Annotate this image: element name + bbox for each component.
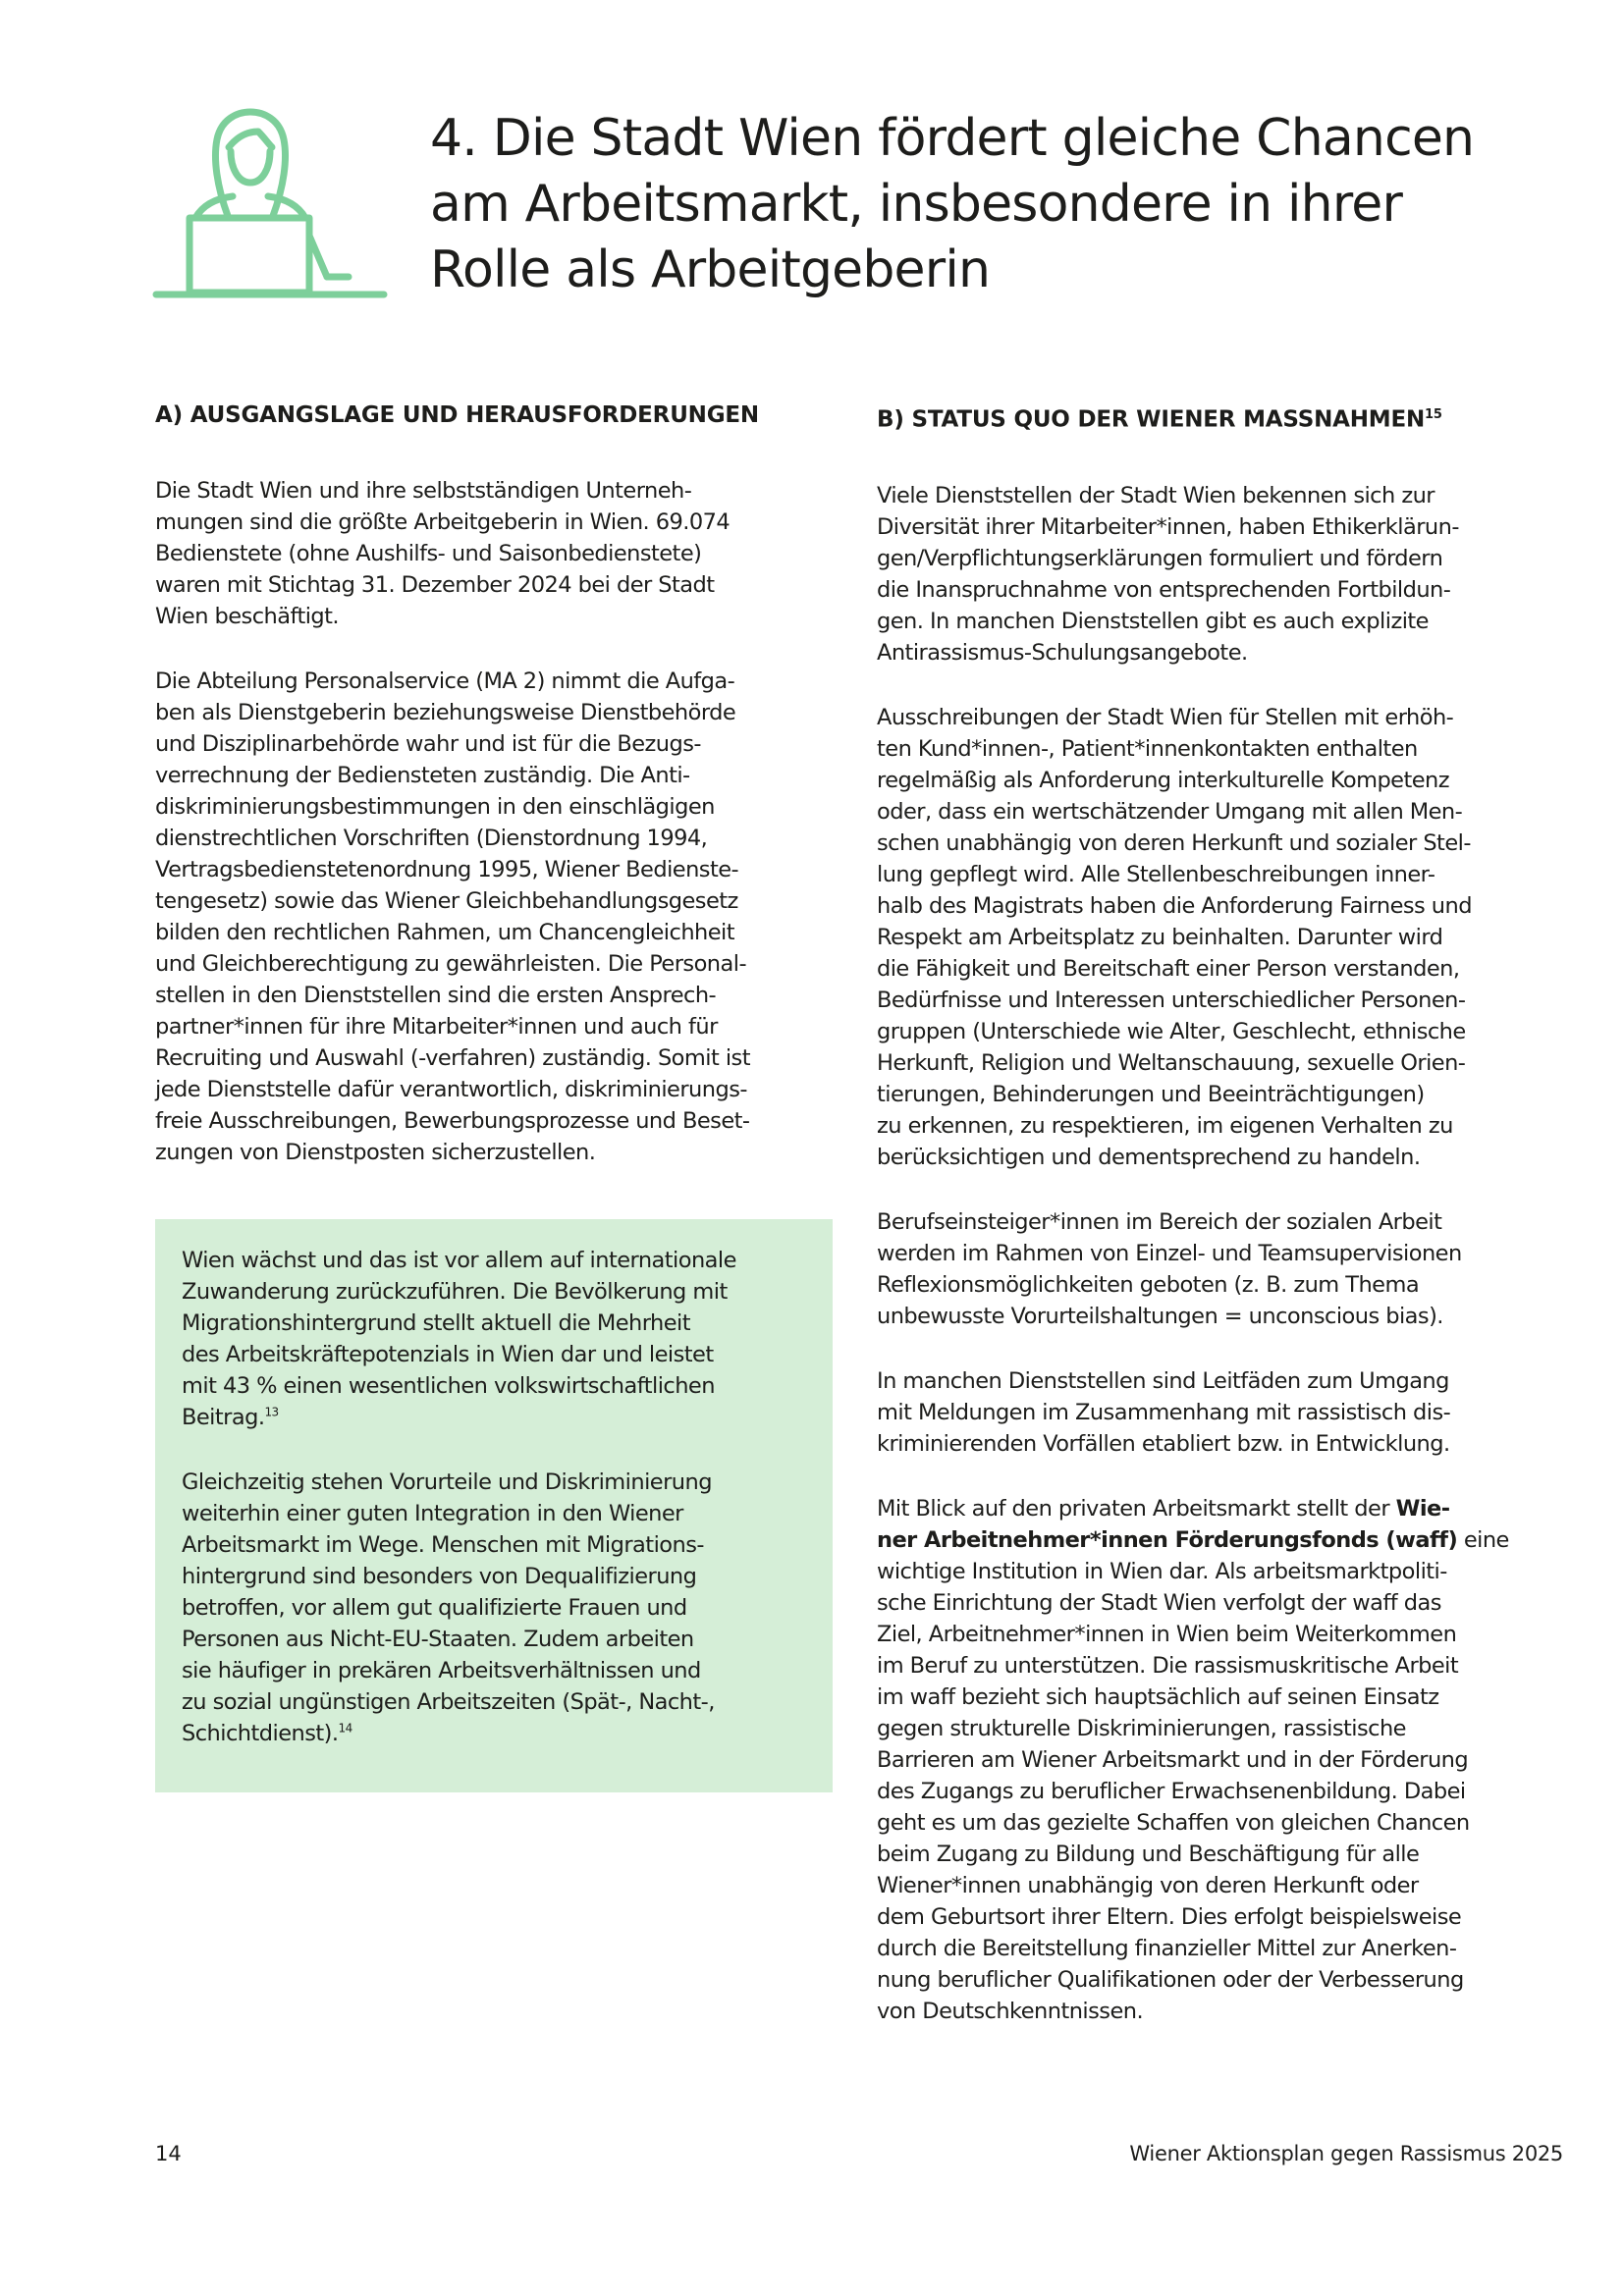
section-b-paragraph-waff — [877, 1493, 1569, 2027]
section-b-paragraph: Berufseinsteiger*innen im Bereich der sozialen Arbeit werden im Rahmen von Einzel- und Teamsupervisionen Reflexionsmöglichkeiten geboten (z. B. zum Thema unbewusste Vorurteilshaltungen = unconscious bias). — [877, 1208, 1462, 1329]
column-a — [155, 400, 833, 1792]
highlight-text: Gleichzeitig stehen Vorurteile und Diskriminierung weiterhin einer guten Integration in den Wiener Arbeitsmarkt im Wege. Menschen mit Migrations- hintergrund sind besonders von Dequalifizierung betroffen, vor allem gut qualifizierte Frauen und Personen aus Nicht-EU-Staaten. Zudem arbeiten sie häufiger in prekären Arbeitsverhältnissen und zu sozial ungünstigen Arbeitszeiten (Spät-, Nacht-, Schichtdienst). — [182, 1469, 715, 1746]
highlight-box — [155, 1219, 833, 1792]
footnote-ref: 14 — [338, 1721, 352, 1735]
title-text: 4. Die Stadt Wien fördert gleiche Chancen am Arbeitsmarkt, insbesondere in ihrer Rolle als Arbeitgeberin — [430, 109, 1475, 299]
section-a-paragraph: Die Stadt Wien und ihre selbstständigen Unterneh- mungen sind die größte Arbeitgeberin in Wien. 69.074 Bedienstete (ohne Aushilfs- und Saisonbedienstete) waren mit Stichtag 31. Dezember 2024 bei der Stadt Wien beschäftigt. — [155, 478, 731, 629]
document-title: Wiener Aktionsplan gegen Rassismus 2025 — [1129, 2142, 1563, 2165]
person-at-laptop-icon — [152, 108, 388, 300]
page-number: 14 — [155, 2142, 182, 2165]
highlight-paragraph — [182, 1467, 805, 1749]
section-b-heading-text: B) STATUS QUO DER WIENER MASSNAHMEN — [877, 406, 1426, 433]
highlight-paragraph — [182, 1245, 805, 1433]
footnote-ref: 15 — [1425, 407, 1442, 422]
section-b-paragraph: Viele Dienststellen der Stadt Wien bekennen sich zur Diversität ihrer Mitarbeiter*innen, haben Ethikerklärun- gen/Verpflichtungserklärungen formuliert und fördern die Inanspruchnahme von entsprechenden Fortbildun- gen. In manchen Dienststellen gibt es auch explizite Antirassismus-Schulungsangebote. — [877, 482, 1459, 666]
waff-rest-text: eine wichtige Institution in Wien dar. Als arbeitsmarktpoliti- sche Einrichtung der Stadt Wien verfolgt der waff das Ziel, Arbeitnehmer*innen in Wien beim Weiterkommen im Beruf zu unterstützen. Die rassismuskritische Arbeit im waff bezieht sich hauptsächlich auf seinen Einsatz gegen strukturelle Diskriminierungen, rassistische Barrieren am Wiener Arbeitsmarkt und in der Förderung des Zugangs zu beruflicher Erwachsenenbildung. Dabei geht es um das gezielte Schaffen von gleichen Chancen beim Zugang zu Bildung und Beschäftigung für alle Wiener*innen unabhängig von deren Herkunft oder dem Geburtsort ihrer Eltern. Dies erfolgt beispielsweise durch die Bereitstellung finanzieller Mittel zur Anerken- nung beruflicher Qualifikationen oder der Verbesserung von Deutschkenntnissen. — [877, 1526, 1509, 2024]
column-b — [877, 400, 1569, 2060]
waff-bold-text: Wie- ner Arbeitnehmer*innen Förderungsfonds (waff) — [877, 1495, 1458, 1553]
highlight-text: Wien wächst und das ist vor allem auf internationale Zuwanderung zurückzuführen. Die Bevölkerung mit Migrationshintergrund stellt aktuell die Mehrheit des Arbeitskräftepotenzials in Wien dar und leistet mit 43 % einen wesentlichen volkswirtschaftlichen Beitrag. — [182, 1248, 736, 1430]
section-a-heading: A) AUSGANGSLAGE UND HERAUSFORDERUNGEN — [155, 402, 759, 428]
section-b-paragraph: Ausschreibungen der Stadt Wien für Stellen mit erhöh- ten Kund*innen-, Patient*innenkontakten enthalten regelmäßig als Anforderung interkulturelle Kompetenz oder, dass ein wertschätzender Umgang mit allen Men- schen unabhängig von deren Herkunft und sozialer Stel- lung gepflegt wird. Alle Stellenbeschreibungen inner- halb des Magistrats haben die Anforderung Fairness und Respekt am Arbeitsplatz zu beinhalten. Darunter wird die Fähigkeit und Bereitschaft einer Person verstanden, Bedürfnisse und Interessen unterschiedlicher Personen- gruppen (Unterschiede wie Alter, Geschlecht, ethnische Herkunft, Religion und Weltanschauung, sexuelle Orien- tierungen, Behinderungen und Beeinträchtigungen) zu erkennen, zu respektieren, im eigenen Verhalten zu berücksichtigen und dementsprechend zu handeln. — [877, 704, 1472, 1170]
section-a-paragraph: Die Abteilung Personalservice (MA 2) nimmt die Aufga- ben als Dienstgeberin beziehungsweise Dienstbehörde und Disziplinarbehörde wahr und ist für die Bezugs- verrechnung der Bediensteten zuständig. Die Anti- diskriminierungsbestimmungen in den einschlägigen dienstrechtlichen Vorschriften (Dienstordnung 1994, Vertragsbedienstetenordnung 1995, Wiener Bedienste- tengesetz) sowie das Wiener Gleichbehandlungsgesetz bilden den rechtlichen Rahmen, um Chancengleichheit und Gleichberechtigung zu gewährleisten. Die Personal- stellen in den Dienststellen sind die ersten Ansprech- partner*innen für ihre Mitarbeiter*innen und auch für Recruiting und Auswahl (-verfahren) zuständig. Somit ist jede Dienststelle dafür verantwortlich, diskriminierungs- freie Ausschreibungen, Bewerbungsprozesse und Beset- zungen von Dienstposten sicherzustellen. — [155, 668, 750, 1165]
section-b-heading — [877, 400, 1569, 435]
page-title — [430, 106, 1530, 303]
footnote-ref: 13 — [264, 1405, 279, 1419]
waff-lead-text: Mit Blick auf den privaten Arbeitsmarkt stellt der — [877, 1495, 1396, 1522]
section-b-paragraph: In manchen Dienststellen sind Leitfäden zum Umgang mit Meldungen im Zusammenhang mit rassistisch dis- kriminierenden Vorfällen etabliert bzw. in Entwicklung. — [877, 1367, 1451, 1457]
